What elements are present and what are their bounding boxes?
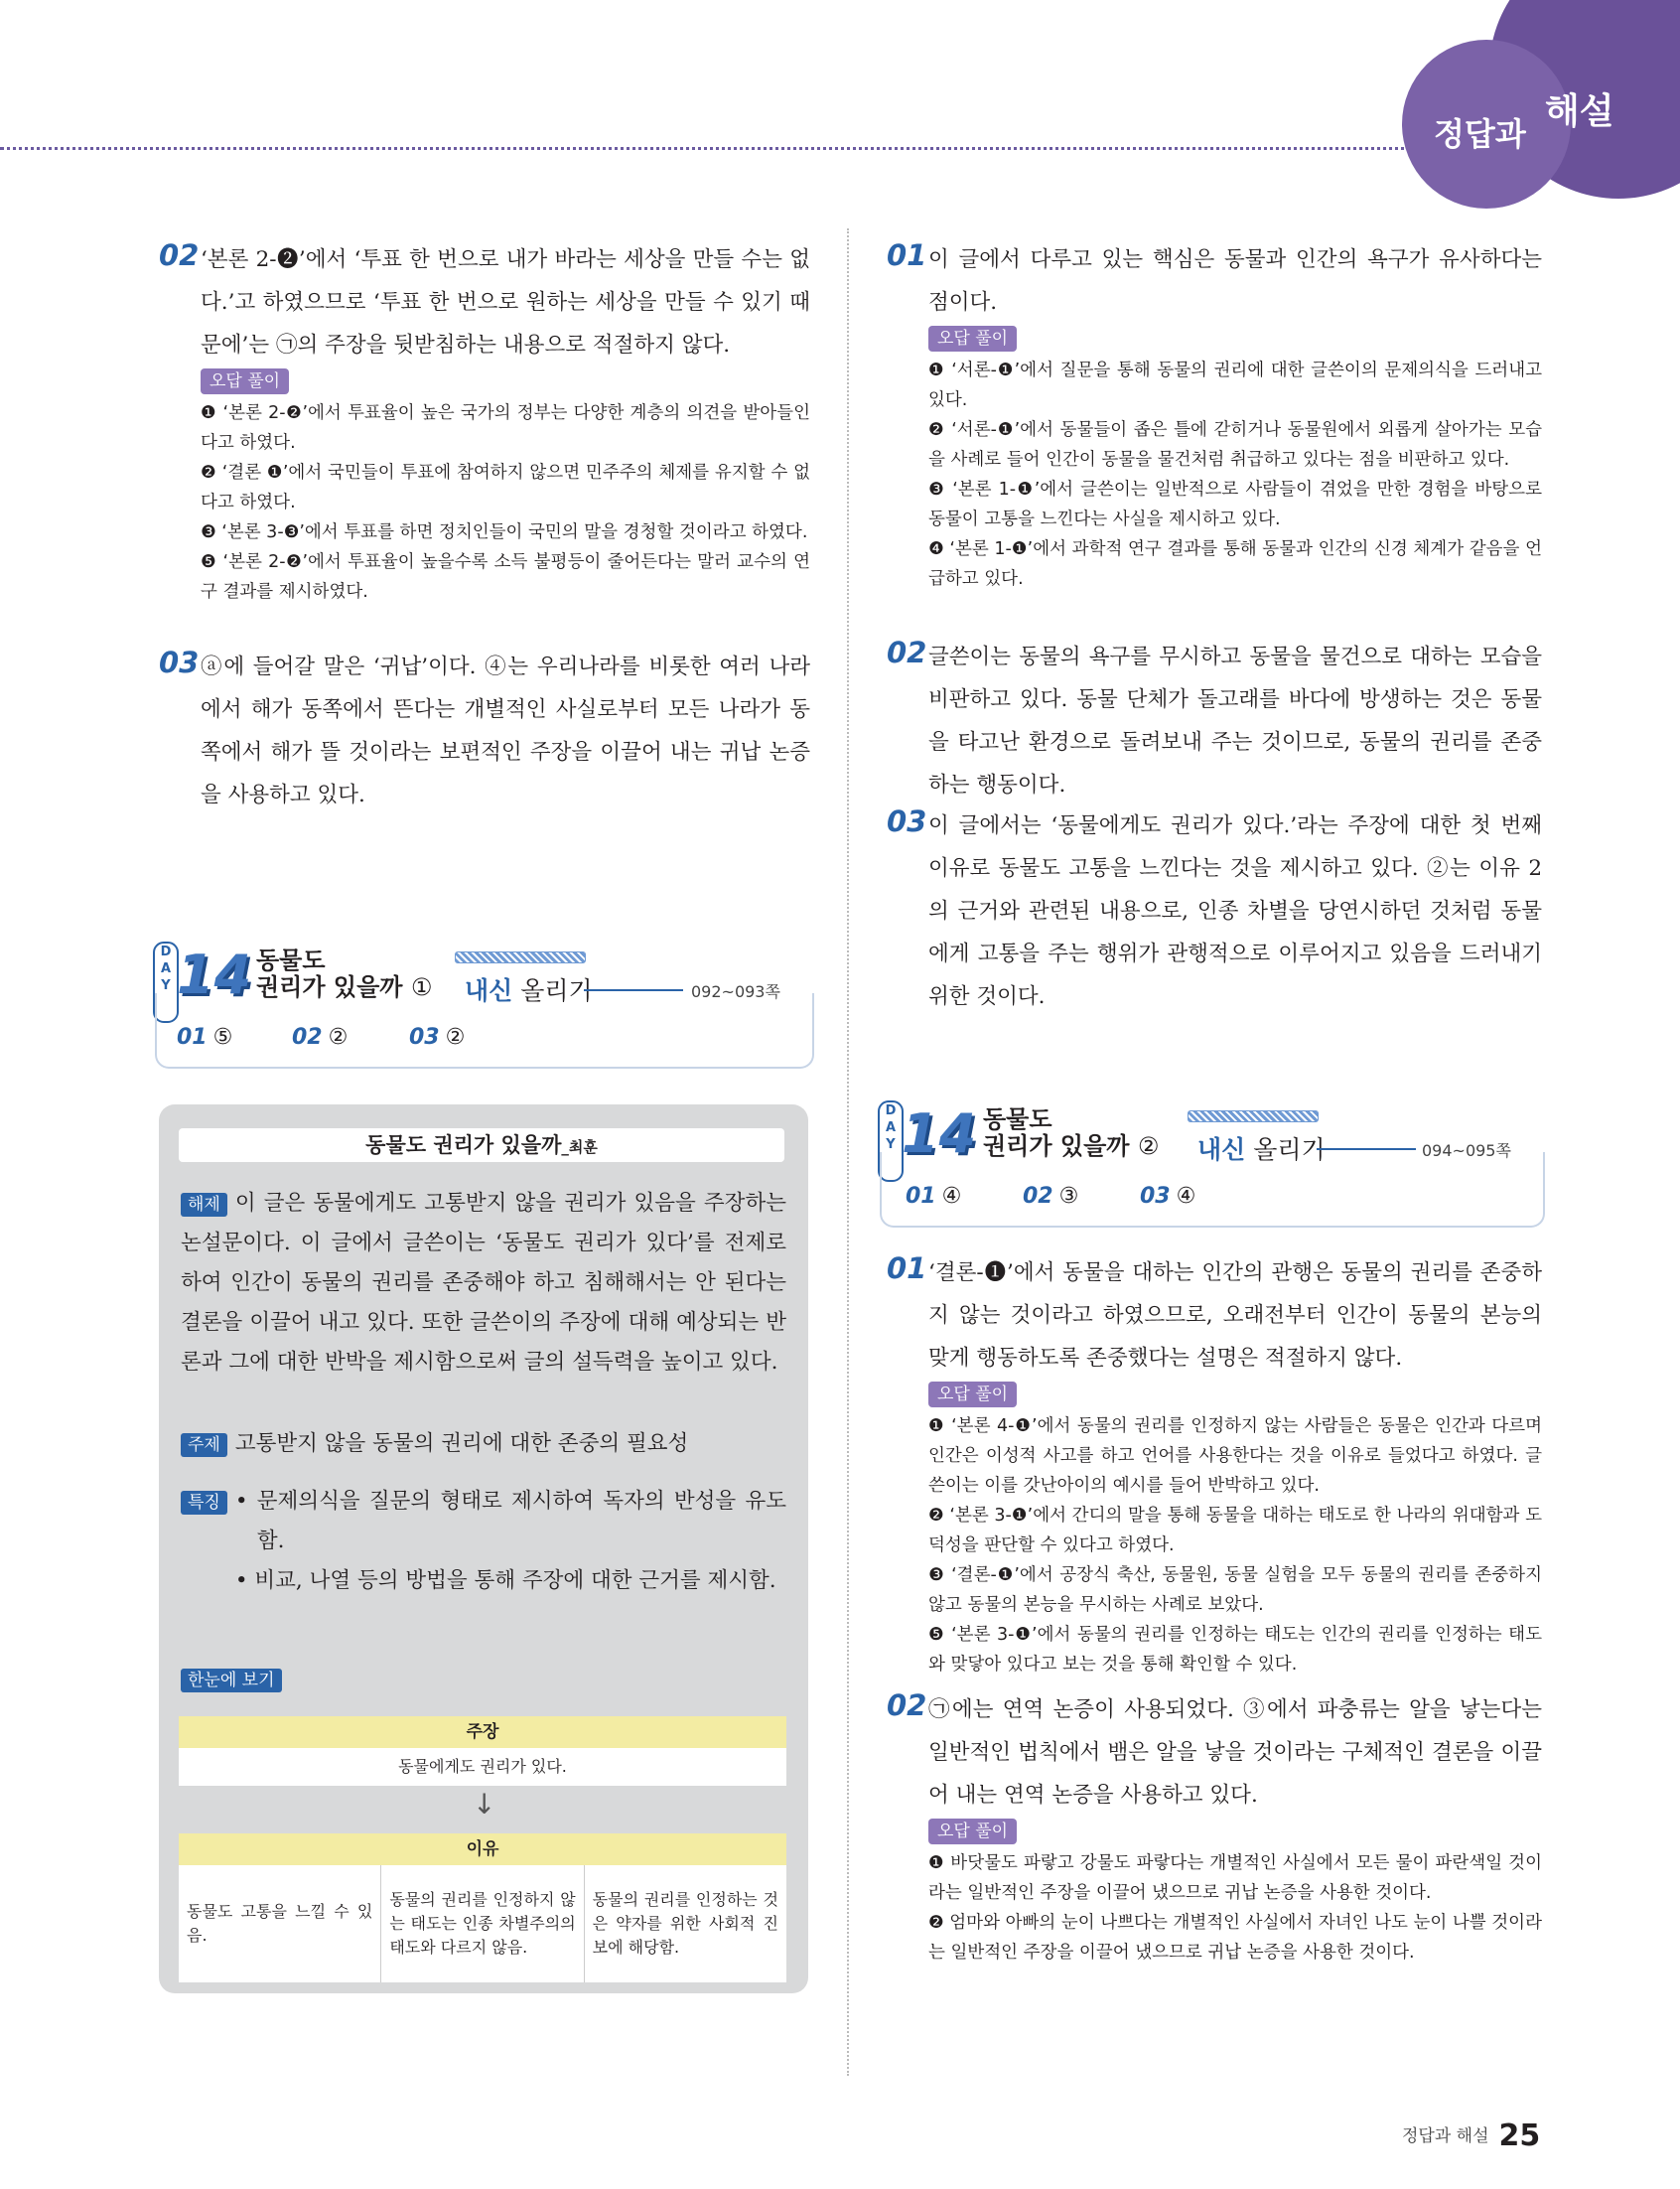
explanation-line: ❺ ‘본론 2-❷’에서 투표율이 높을수록 소득 불평등이 줄어든다는 말러 교수의 연구 결과를 제시하였다.: [201, 552, 810, 602]
answer-number: 01: [177, 1025, 208, 1050]
day-title-line2: 권리가 있을까: [256, 973, 403, 1001]
reason-cell: 동물의 권리를 인정하는 것은 약자를 위한 사회적 진보에 해당함.: [592, 1890, 778, 1957]
explanation-line: ❷ ‘본론 3-❶’에서 간디의 말을 통해 동물을 대하는 태도로 한 나라의 위대함과 도덕성을 판단할 수 있다고 하였다.: [928, 1506, 1542, 1555]
answer-value: ③: [1058, 1184, 1079, 1209]
day-letter: D: [885, 1103, 897, 1118]
page-number: 25: [1498, 2118, 1541, 2153]
wrong-answer-tag: 오답 풀이: [928, 1819, 1017, 1844]
right-question-02-part2: [887, 1688, 1542, 1968]
question-number: 03: [159, 646, 200, 679]
day-answer: [906, 1184, 961, 1209]
footer-label: 정답과 해설: [1402, 2126, 1489, 2146]
answer-value: ②: [328, 1025, 349, 1050]
glance-claim: [179, 1716, 786, 1786]
explanation-line: ❸ ‘본론 1-❶’에서 글쓴이는 일반적으로 사람들이 겪었을 만한 경험을 바탕으로 동물이 고통을 느낀다는 사실을 제시하고 있다.: [928, 480, 1542, 529]
reason-header: 이유: [179, 1833, 786, 1865]
juje-tag: 주제: [181, 1433, 227, 1457]
header-label-explanations: 해설: [1545, 91, 1614, 132]
question-number: 02: [159, 238, 200, 272]
explanation-line: ❶ ‘서론-❶’에서 질문을 통해 동물의 권리에 대한 글쓴이의 문제의식을 드러내고 있다.: [928, 361, 1542, 410]
wrong-answer-tag: 오답 풀이: [928, 1382, 1017, 1407]
summary-title: [179, 1128, 784, 1162]
day-rule: [1317, 1148, 1416, 1150]
teukjing-item: • 문제의식을 질문의 형태로 제시하여 독자의 반성을 유도함.: [234, 1489, 786, 1553]
explanation-line: ❷ 엄마와 아빠의 눈이 나쁘다는 개별적인 사실에서 자녀인 나도 눈이 나쁠 것이라는 일반적인 주장을 이끌어 냈으므로 귀납 논증을 사용한 것이다.: [928, 1913, 1542, 1963]
question-text: ‘본론 2-❷’에서 ‘투표 한 번으로 내가 바라는 세상을 만들 수는 없다.’고 하였으므로 ‘투표 한 번으로 원하는 세상을 만들 수 있기 때문에’는 ㉠의 주장을 뒷받침하는 내용으로 적절하지 않다.: [201, 247, 810, 358]
answer-number: 02: [1023, 1184, 1053, 1209]
day-answer-frame: [155, 993, 814, 1069]
day-title-line1: 동물도: [983, 1105, 1052, 1133]
claim-header: 주장: [179, 1716, 786, 1748]
page-footer: [1402, 2118, 1540, 2153]
left-question-03: [159, 646, 810, 816]
explanation-line: ❸ ‘결론-❶’에서 공장식 축산, 동물원, 동물 실험을 모두 동물의 권리를 존중하지 않고 동물의 본능을 무시하는 사례로 보았다.: [928, 1565, 1542, 1615]
wrong-answer-tag: 오답 풀이: [201, 368, 289, 394]
reason-cell: 동물도 고통을 느낄 수 있음.: [179, 1865, 381, 1982]
claim-text: 동물에게도 권리가 있다.: [179, 1748, 786, 1786]
day-answer: [409, 1025, 465, 1050]
day-letter: Y: [886, 1137, 896, 1152]
summary-box: [159, 1104, 808, 1993]
juje-text: 고통받지 않을 동물의 권리에 대한 존중의 필요성: [234, 1431, 689, 1456]
question-number: 01: [887, 238, 927, 272]
day-letter: Y: [161, 978, 171, 993]
explanation-line: ❷ ‘서론-❶’에서 동물들이 좁은 틀에 갇히거나 동물원에서 외롭게 살아가는 모습을 사례로 들어 인간이 동물을 물건처럼 취급하고 있다는 점을 비판하고 있다.: [928, 420, 1542, 470]
day-box-left: [147, 934, 812, 1068]
day-number: 14: [902, 1102, 977, 1165]
day-letter: D: [160, 945, 172, 959]
right-question-03: [887, 804, 1542, 1018]
left-question-02: [159, 238, 810, 607]
reason-cell: 동물의 권리를 인정하지 않는 태도는 인종 차별주의의 태도와 다르지 않음.: [381, 1865, 584, 1982]
summary-title-text: 동물도 권리가 있을까: [365, 1133, 562, 1157]
answer-number: 03: [1140, 1184, 1171, 1209]
explanation-line: ❸ ‘본론 3-❸’에서 투표를 하면 정치인들이 국민의 말을 경청할 것이라고 하였다.: [201, 522, 808, 542]
summary-haeje: [181, 1184, 786, 1383]
day-answer: [292, 1025, 348, 1050]
day-subtitle-rest: 올리기: [512, 976, 593, 1005]
day-subtitle-rest: 올리기: [1245, 1135, 1326, 1164]
day-letter: A: [160, 961, 172, 976]
day-answer-frame: [880, 1152, 1545, 1228]
summary-juje: [181, 1424, 786, 1464]
day-part: ①: [410, 973, 433, 1001]
summary-author: _최훈: [561, 1138, 598, 1156]
question-number: 01: [887, 1251, 927, 1285]
wrong-answer-tag: 오답 풀이: [928, 326, 1017, 352]
answer-value: ④: [1176, 1184, 1196, 1209]
answer-number: 01: [906, 1184, 936, 1209]
question-text: 글쓴이는 동물의 욕구를 무시하고 동물을 물건으로 대하는 모습을 비판하고 있다. 동물 단체가 돌고래를 바다에 방생하는 것은 동물을 타고난 환경으로 돌려보내 주는 것이므로, 동물의 권리를 존중하는 행동이다.: [928, 645, 1542, 798]
answer-value: ②: [445, 1025, 466, 1050]
question-number: 03: [887, 804, 927, 838]
decorative-stripe: [1188, 1110, 1319, 1122]
glance-tag: 한눈에 보기: [181, 1669, 282, 1692]
explanation-line: ❷ ‘결론 ❶’에서 국민들이 투표에 참여하지 않으면 민주주의 체제를 유지할 수 없다고 하였다.: [201, 463, 810, 512]
day-box-right: [872, 1093, 1543, 1227]
day-letter: A: [885, 1120, 897, 1135]
answer-value: ⑤: [212, 1025, 233, 1050]
haeje-tag: 해제: [181, 1193, 227, 1217]
explanation-line: ❶ 바닷물도 파랗고 강물도 파랗다는 개별적인 사실에서 모든 물이 파란색일 것이라는 일반적인 주장을 이끌어 냈으므로 귀납 논증을 사용한 것이다.: [928, 1853, 1542, 1903]
day-answer: [1023, 1184, 1078, 1209]
explanation-line: ❺ ‘본론 3-❶’에서 동물의 권리를 인정하는 태도는 인간의 권리를 인정하는 태도와 맞닿아 있다고 보는 것을 통해 확인할 수 있다.: [928, 1625, 1542, 1675]
teukjing-item: • 비교, 나열 등의 방법을 통해 주장에 대한 근거를 제시함.: [234, 1568, 776, 1593]
answer-value: ④: [941, 1184, 962, 1209]
day-rule: [584, 989, 683, 991]
right-question-01: [887, 238, 1542, 594]
day-pages: 092~093쪽: [691, 982, 780, 1001]
day-part: ②: [1137, 1132, 1160, 1160]
day-answer: [1140, 1184, 1195, 1209]
right-question-02: [887, 636, 1542, 806]
answer-number: 02: [292, 1025, 323, 1050]
day-pages: 094~095쪽: [1422, 1141, 1511, 1160]
haeje-text: 이 글은 동물에게도 고통받지 않을 권리가 있음을 주장하는 논설문이다. 이 글에서 글쓴이는 ‘동물도 권리가 있다’를 전제로 하여 인간이 동물의 권리를 존중해야 하고 침해해서는 안 된다는 결론을 이끌어 내고 있다. 또한 글쓴이의 주장에 대해 예상되는 반론과 그에 대한 반박을 제시함으로써 글의 설득력을 높이고 있다.: [181, 1191, 786, 1375]
question-text: ⓐ에 들어갈 말은 ‘귀납’이다. ④는 우리나라를 비롯한 여러 나라에서 해가 동쪽에서 뜬다는 개별적인 사실로부터 모든 나라가 동쪽에서 해가 뜰 것이라는 보편적인 주장을 이끌어 내는 귀납 논증을 사용하고 있다.: [201, 655, 810, 807]
header-dotted-rule: [0, 147, 1430, 150]
question-text: ㉠에는 연역 논증이 사용되었다. ③에서 파충류는 알을 낳는다는 일반적인 법칙에서 뱀은 알을 낳을 것이라는 구체적인 결론을 이끌어 내는 연역 논증을 사용하고 있다.: [928, 1697, 1542, 1808]
teukjing-tag: 특징: [181, 1491, 227, 1515]
answer-number: 03: [409, 1025, 440, 1050]
right-question-01-part2: [887, 1251, 1542, 1679]
question-number: 02: [887, 1688, 927, 1722]
summary-teukjing: [181, 1482, 786, 1601]
question-text: 이 글에서 다루고 있는 핵심은 동물과 인간의 욕구가 유사하다는 점이다.: [928, 247, 1542, 315]
decorative-stripe: [455, 951, 586, 963]
day-title-line1: 동물도: [256, 947, 326, 974]
glance-reasons: [179, 1833, 786, 1982]
column-divider: [847, 228, 849, 2076]
down-arrow-icon: ↓: [473, 1788, 496, 1821]
explanation-line: ❹ ‘본론 1-❶’에서 과학적 연구 결과를 통해 동물과 인간의 신경 체계가 같음을 언급하고 있다.: [928, 539, 1542, 589]
day-subtitle-bold: 내신: [1197, 1135, 1246, 1164]
question-text: 이 글에서는 ‘동물에게도 권리가 있다.’라는 주장에 대한 첫 번째 이유로 동물도 고통을 느낀다는 것을 제시하고 있다. ②는 이유 2의 근거와 관련된 내용으로, 인종 차별을 당연시하던 것처럼 동물에게 고통을 주는 행위가 관행적으로 이루어지고 있음을 드러내기 위한 것이다.: [928, 813, 1542, 1009]
explanation-line: ❶ ‘본론 2-❷’에서 투표율이 높은 국가의 정부는 다양한 계층의 의견을 받아들인다고 하였다.: [201, 403, 810, 453]
question-text: ‘결론-❶’에서 동물을 대하는 인간의 관행은 동물의 권리를 존중하지 않는 것이라고 하였으므로, 오래전부터 인간이 동물의 본능의 맞게 행동하도록 존중했다는 설명은 적절하지 않다.: [928, 1260, 1542, 1371]
header-label-answers: 정답과: [1434, 115, 1526, 153]
day-subtitle-bold: 내신: [465, 976, 513, 1005]
day-number: 14: [177, 944, 252, 1006]
explanation-line: ❶ ‘본론 4-❶’에서 동물의 권리를 인정하지 않는 사람들은 동물은 인간과 다르며 인간은 이성적 사고를 하고 언어를 사용한다는 것을 이유로 들었다고 하였다. 글쓴이는 이를 갓난아이의 예시를 들어 반박하고 있다.: [928, 1416, 1542, 1496]
day-title-line2: 권리가 있을까: [983, 1132, 1130, 1160]
day-answer: [177, 1025, 232, 1050]
question-number: 02: [887, 636, 927, 669]
